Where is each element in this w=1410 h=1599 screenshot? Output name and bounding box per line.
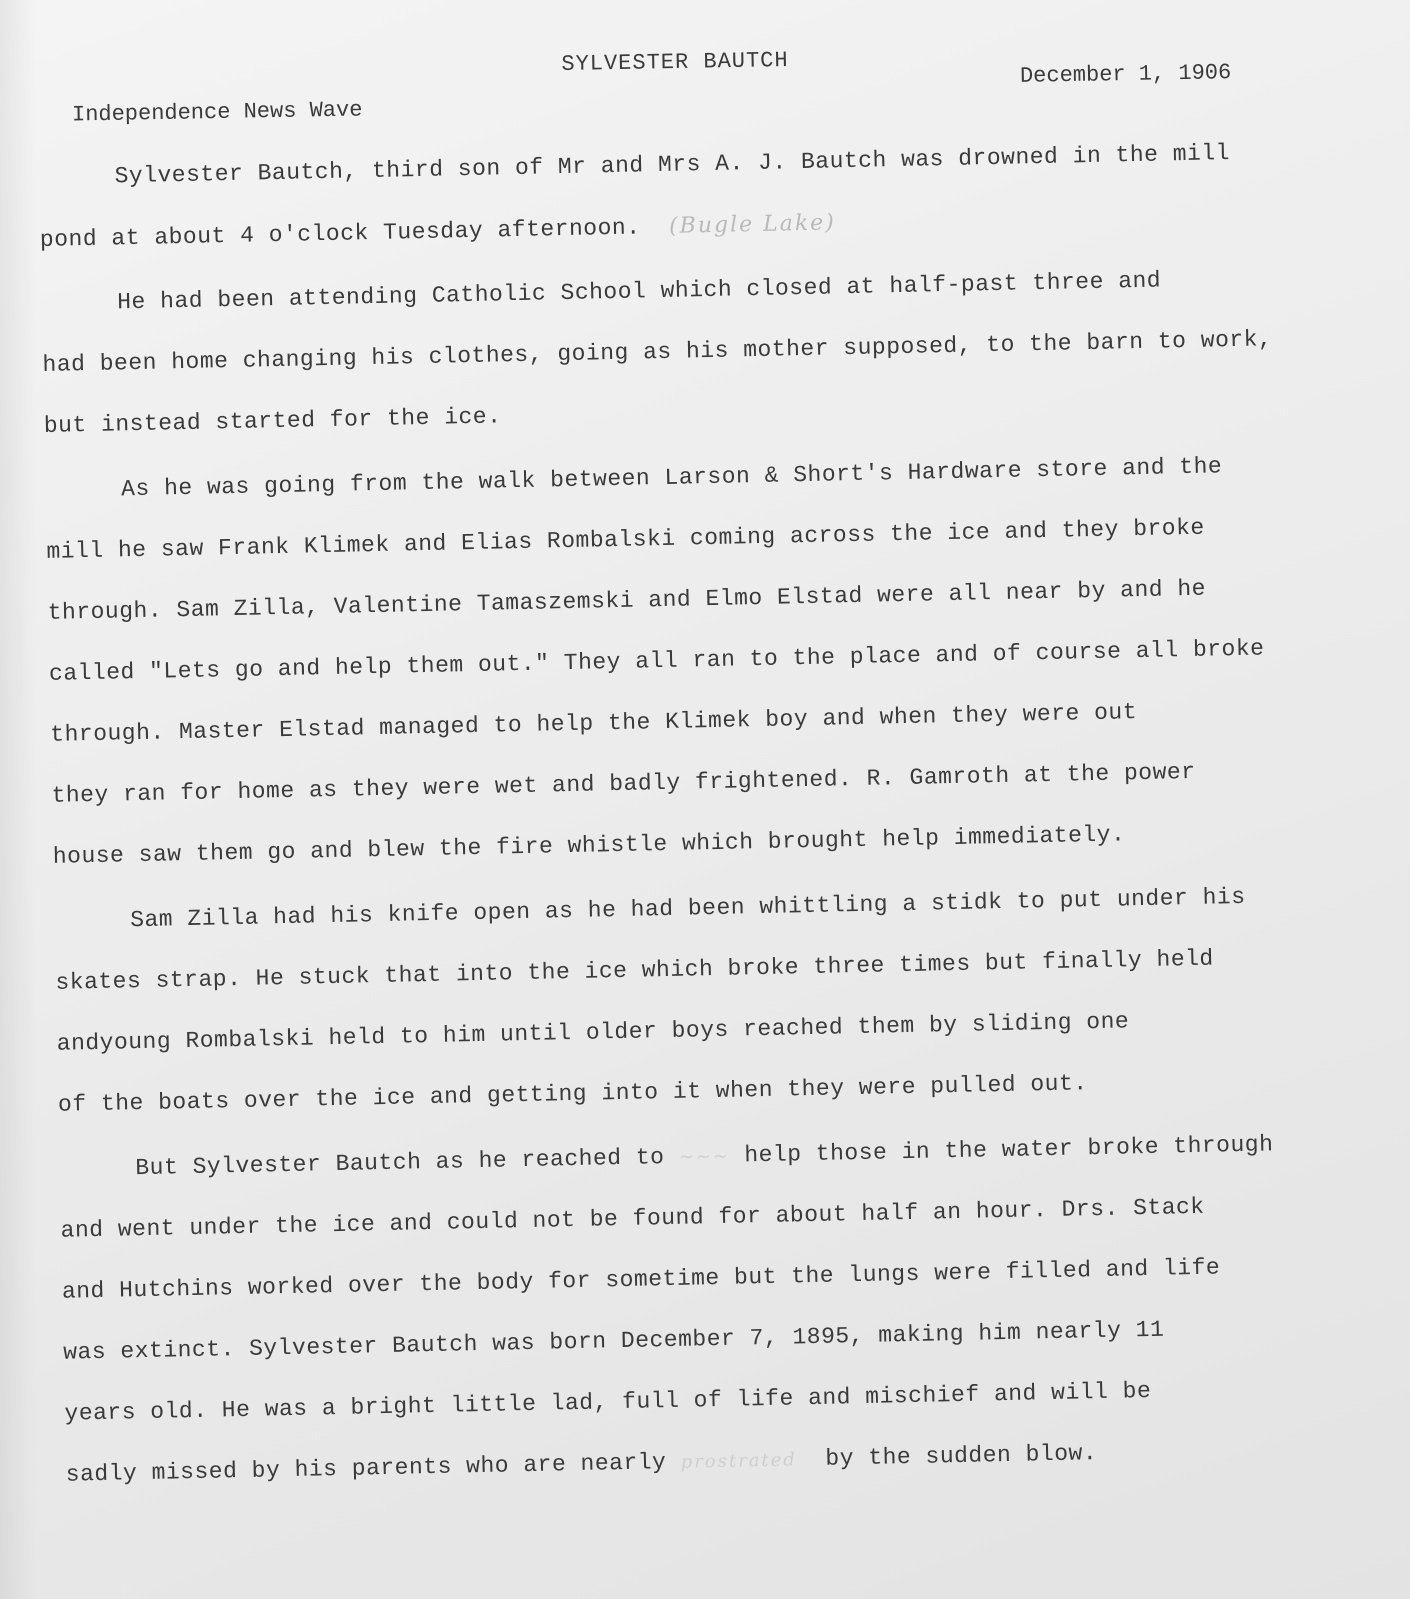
article-line: andyoung Rombalski held to him until older boys reached them by sliding one: [56, 1008, 1130, 1057]
article-line: years old. He was a bright little lad, full of life and mischief and will be: [64, 1377, 1152, 1427]
document-date: December 1, 1906: [1019, 60, 1232, 89]
article-line: Sam Zilla had his knife open as he had been whittling a stidk to put under his: [129, 883, 1246, 934]
handwritten-note: (Bugle Lake): [668, 210, 837, 239]
article-line: house saw them go and blew the fire whistle which brought help immediately.: [52, 821, 1126, 870]
handwritten-word: prostrated: [680, 1449, 798, 1473]
article-line: called "Lets go and help them out." They all ran to the place and of course all broke: [48, 635, 1265, 687]
article-line: they ran for home as they were wet and badly frightened. R. Gamroth at the power: [51, 758, 1196, 809]
article-line: pond at about 4 o'clock Tuesday afternoon. (Bugle Lake): [39, 210, 837, 253]
article-line: skates strap. He stuck that into the ice which broke three times but finally held: [55, 945, 1214, 996]
crossed-out-word: ~~~: [678, 1145, 731, 1168]
article-line: had been home changing his clothes, going as his mother supposed, to the barn to work,: [42, 326, 1273, 378]
article-line: but instead started for the ice.: [43, 403, 502, 439]
article-line: through. Sam Zilla, Valentine Tamaszemski and Elmo Elstad were all near by and he: [47, 575, 1207, 626]
article-body: [38, 119, 1410, 1505]
article-line: mill he saw Frank Klimek and Elias Rombalski coming across the ice and they broke: [46, 514, 1205, 565]
article-line: But Sylvester Bautch as he reached to ~~~ help those in the water broke through: [135, 1131, 1274, 1182]
article-line: and went under the ice and could not be found for about half an hour. Drs. Stack: [60, 1193, 1205, 1244]
document-title: SYLVESTER BAUTCH: [561, 48, 789, 77]
article-line: sadly missed by his parents who are nearly prostrated by the sudden blow.: [65, 1440, 1098, 1488]
article-line: As he was going from the walk between Larson & Short's Hardware store and the: [120, 453, 1223, 503]
publication-name: Independence News Wave: [71, 97, 363, 128]
article-line: was extinct. Sylvester Bautch was born December 7, 1895, making him nearly 11: [62, 1316, 1165, 1366]
article-line: through. Master Elstad managed to help the Klimek boy and when they were out: [50, 699, 1138, 748]
article-line: Sylvester Bautch, third son of Mr and Mrs A. J. Bautch was drowned in the mill: [114, 140, 1231, 190]
article-line: He had been attending Catholic School which closed at half-past three and: [116, 267, 1162, 316]
article-line: of the boats over the ice and getting into it when they were pulled out.: [57, 1070, 1088, 1118]
article-line: and Hutchins worked over the body for sometime but the lungs were filled and life: [61, 1254, 1221, 1305]
